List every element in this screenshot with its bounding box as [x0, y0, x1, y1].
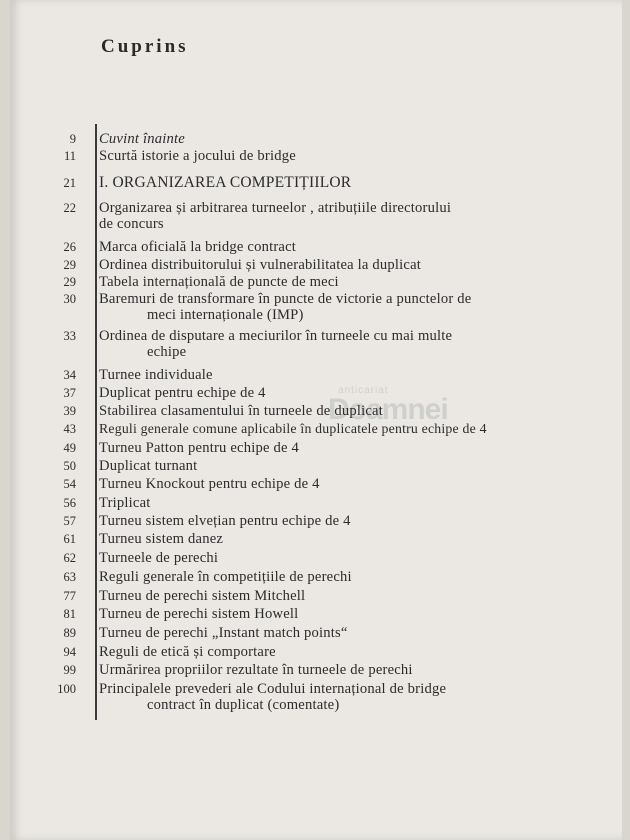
toc-entry-line1: Organizarea și arbitrarea turneelor , atribuțiile directorului	[99, 200, 452, 216]
toc-entry-text: Reguli generale în competițiile de perechi	[99, 569, 352, 585]
toc-entry-text: Turneele de perechi	[99, 550, 219, 566]
toc-entry-line2: contract în duplicat (comentate)	[147, 697, 340, 713]
book-page	[10, 0, 622, 840]
toc-page-number: 100	[57, 682, 76, 696]
toc-page-number: 22	[63, 201, 76, 215]
toc-page-number: 63	[63, 570, 76, 584]
toc-entry-line2: echipe	[147, 344, 187, 360]
toc-page-number: 11	[63, 149, 76, 163]
toc-entry-line2: meci internaționale (IMP)	[147, 307, 304, 323]
toc-entry-text: Turneu Knockout pentru echipe de 4	[99, 476, 320, 492]
toc-entry-text: Reguli generale comune aplicabile în duplicatele pentru echipe de 4	[99, 421, 487, 436]
page-title: Cuprins	[101, 36, 189, 57]
vertical-rule	[95, 124, 97, 720]
toc-entry-text: Urmărirea propriilor rezultate în turneele de perechi	[99, 662, 413, 678]
toc-entry-text: Cuvint înainte	[99, 131, 185, 147]
toc-page-number: 34	[63, 368, 76, 382]
toc-entry-text	[99, 200, 569, 232]
toc-page-number: 39	[63, 404, 76, 418]
toc-page-number: 49	[63, 441, 76, 455]
toc-entry-line1: Ordinea de disputare a meciurilor în turneele cu mai multe	[99, 328, 453, 344]
toc-entry-line2: de concurs	[99, 216, 164, 232]
toc-entry-text: Turneu de perechi sistem Mitchell	[99, 588, 306, 604]
toc-page-number: 29	[63, 258, 76, 272]
toc-entry-text: Ordinea distribuitorului și vulnerabilitatea la duplicat	[99, 257, 422, 273]
toc-entry-text: Scurtă istorie a jocului de bridge	[99, 148, 296, 164]
toc-entry-text: Turneu sistem elvețian pentru echipe de 4	[99, 513, 351, 529]
toc-page-number: 81	[63, 607, 76, 621]
toc-page-number: 99	[63, 663, 76, 677]
toc-entry-text: Turnee individuale	[99, 367, 213, 383]
toc-page-number: 94	[63, 645, 76, 659]
toc-section-heading: I. ORGANIZAREA COMPETIȚIILOR	[99, 174, 352, 191]
toc-entry-text: Turneu de perechi sistem Howell	[99, 606, 299, 622]
toc-page-number: 30	[63, 292, 76, 306]
toc-entry-text: Marca oficială la bridge contract	[99, 239, 297, 255]
toc-page-number: 50	[63, 459, 76, 473]
toc-entry-line1: Principalele prevederi ale Codului internațional de bridge	[99, 681, 447, 697]
toc-entry-line1: Baremuri de transformare în puncte de victorie a punctelor de	[99, 291, 472, 307]
watermark-line2: Doamnei	[328, 393, 448, 426]
toc-entry-text	[99, 291, 569, 323]
toc-page-number: 77	[63, 589, 76, 603]
toc-entry-text: Duplicat pentru echipe de 4	[99, 385, 266, 401]
toc-page-number: 26	[63, 240, 76, 254]
toc-page-number: 9	[69, 132, 76, 146]
toc-page-number: 62	[63, 551, 76, 565]
toc-page-number: 57	[63, 514, 76, 528]
toc-page-number: 43	[63, 422, 76, 436]
toc-page-number: 29	[63, 275, 76, 289]
toc-page-number: 33	[63, 329, 76, 343]
toc-entry-text: Turneu sistem danez	[99, 531, 224, 547]
toc-entry-text: Reguli de etică și comportare	[99, 644, 276, 660]
toc-page-number: 54	[63, 477, 76, 491]
toc-entry-text: Turneu de perechi „Instant match points“	[99, 625, 348, 641]
toc-page-number: 61	[63, 532, 76, 546]
toc-entry-text	[99, 681, 569, 713]
toc-entry-text: Tabela internațională de puncte de meci	[99, 274, 339, 290]
toc-page-number: 37	[63, 386, 76, 400]
toc-page-number: 21	[63, 176, 76, 190]
toc-entry-text: Stabilirea clasamentului în turneele de duplicat	[99, 403, 383, 419]
toc-entry-text: Triplicat	[99, 495, 151, 511]
toc-entry-text: Duplicat turnant	[99, 458, 198, 474]
watermark-line1: anticariat	[338, 385, 389, 396]
toc-entry-text	[99, 328, 569, 360]
toc-entry-text: Turneu Patton pentru echipe de 4	[99, 440, 300, 456]
toc-page-number: 56	[63, 496, 76, 510]
toc-page-number: 89	[63, 626, 76, 640]
